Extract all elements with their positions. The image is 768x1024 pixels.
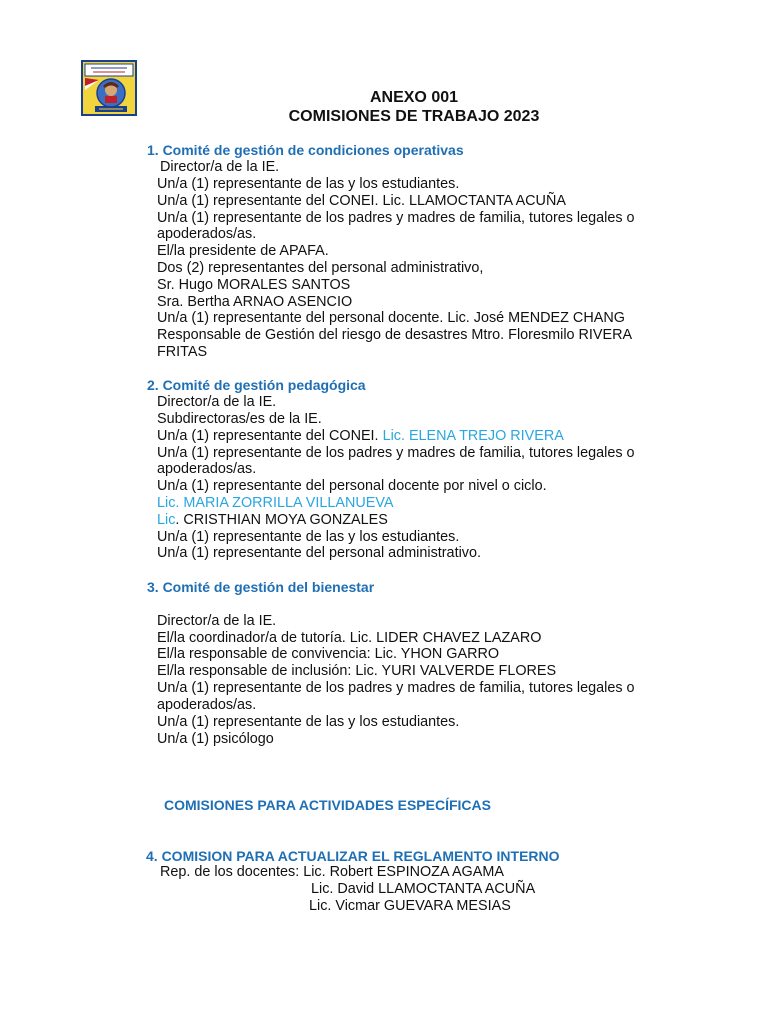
section-1-line: Un/a (1) representante del personal docente. Lic. José MENDEZ CHANG [157,310,625,326]
section-2-line-text: Un/a (1) representante del CONEI. [157,428,383,444]
section-4-line: Lic. David LLAMOCTANTA ACUÑA [311,881,536,897]
section-2-line: Director/a de la IE. [157,394,277,410]
section-2-heading: 2. Comité de gestión pedagógica [147,377,366,393]
document-subtitle: COMISIONES DE TRABAJO 2023 [288,108,540,125]
section-1-line: Sra. Bertha ARNAO ASENCIO [157,294,353,310]
section-3-line: El/la responsable de inclusión: Lic. YURI VALVERDE FLORES [157,663,557,679]
section-4-line: Rep. de los docentes: Lic. Robert ESPINOZA AGAMA [160,864,504,880]
section-1-line: Dos (2) representantes del personal administrativo, [157,260,484,276]
section-1-line: Un/a (1) representante de las y los estudiantes. [157,176,460,192]
section-2-line: Un/a (1) representante del personal administrativo. [157,545,481,561]
section-1-heading: 1. Comité de gestión de condiciones operativas [147,142,464,158]
section-3-line: Un/a (1) representante de las y los estudiantes. [157,714,460,730]
highlighted-name: Lic. MARIA ZORRILLA VILLANUEVA [157,495,394,511]
section-4-line: Lic. Vicmar GUEVARA MESIAS [309,898,511,914]
section-3-line: apoderados/as. [157,697,257,713]
section-2-line [157,512,388,529]
section-3-heading: 3. Comité de gestión del bienestar [147,579,375,595]
section-1-line: FRITAS [157,344,208,360]
section-1-line: Un/a (1) representante de los padres y madres de familia, tutores legales o [157,210,635,226]
section-3-line: Un/a (1) psicólogo [157,731,274,747]
specific-commissions-heading: COMISIONES PARA ACTIVIDADES ESPECÍFICAS [164,797,491,813]
section-2-line: Un/a (1) representante del personal docente por nivel o ciclo. [157,478,547,494]
section-3-line: El/la responsable de convivencia: Lic. YHON GARRO [157,646,500,662]
section-2-line: apoderados/as. [157,461,257,477]
section-2-line [157,428,564,445]
highlighted-prefix: Lic [157,512,176,528]
section-3-line: Un/a (1) representante de los padres y madres de familia, tutores legales o [157,680,635,696]
section-1-line: El/la presidente de APAFA. [157,243,329,259]
section-1-line: apoderados/as. [157,226,257,242]
section-1-line: Sr. Hugo MORALES SANTOS [157,277,351,293]
highlighted-name: Lic. ELENA TREJO RIVERA [382,428,564,444]
section-2-line: Un/a (1) representante de las y los estudiantes. [157,529,460,545]
section-1-line: Un/a (1) representante del CONEI. Lic. LLAMOCTANTA ACUÑA [157,193,566,209]
section-3-line: El/la coordinador/a de tutoría. Lic. LIDER CHAVEZ LAZARO [157,630,542,646]
section-3-line: Director/a de la IE. [157,613,277,629]
document-title: ANEXO 001 [369,89,459,106]
section-2-line: Subdirectoras/es de la IE. [157,411,322,427]
section-2-line: Un/a (1) representante de los padres y madres de familia, tutores legales o [157,445,635,461]
section-1-line: Director/a de la IE. [160,159,280,175]
section-4-heading: 4. COMISION PARA ACTUALIZAR EL REGLAMENTO INTERNO [146,848,560,864]
section-2-line-text: . CRISTHIAN MOYA GONZALES [175,512,388,528]
section-1-line: Responsable de Gestión del riesgo de desastres Mtro. Floresmilo RIVERA [157,327,633,343]
